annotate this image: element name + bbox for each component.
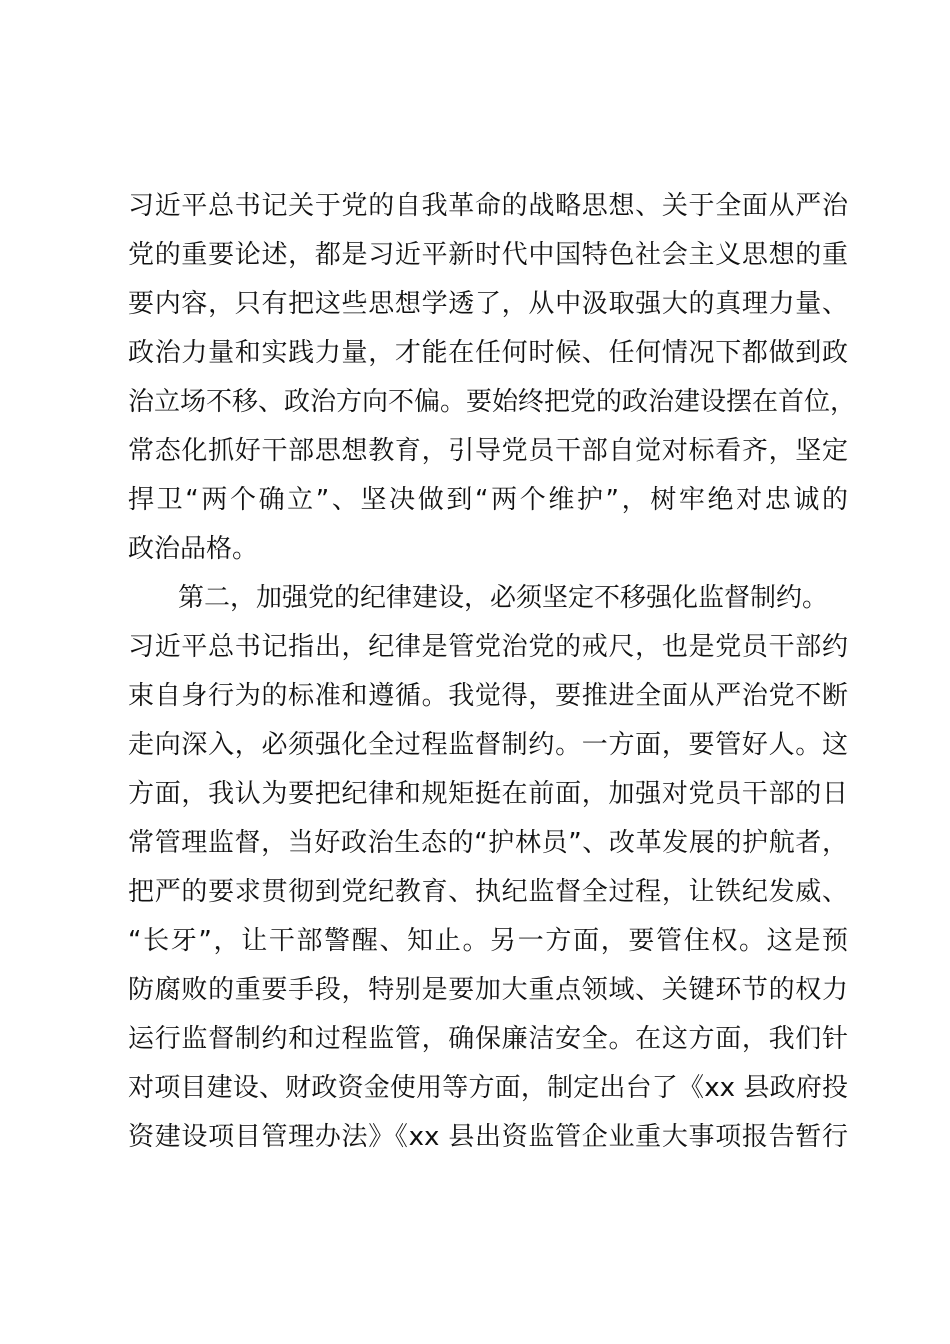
text-line: 习近平总书记关于党的自我革命的战略思想、关于全面从严治 — [128, 191, 848, 221]
text-line: 对项目建设、财政资金使用等方面，制定出台了《xx 县政府投 — [128, 1073, 848, 1103]
text-line: 束自身行为的标准和遵循。我觉得，要推进全面从严治党不断 — [128, 681, 848, 711]
text-line: 捍卫“两个确立”、坚决做到“两个维护”，树牢绝对忠诚的 — [128, 485, 848, 515]
text-line: 习近平总书记指出，纪律是管党治党的戒尺，也是党员干部约 — [128, 632, 848, 662]
paragraph-heading-line: 第二，加强党的纪律建设，必须坚定不移强化监督制约。 — [178, 583, 829, 613]
text-line: 常管理监督，当好政治生态的“护林员”、改革发展的护航者， — [128, 828, 848, 858]
text-line: 政治力量和实践力量，才能在任何时候、任何情况下都做到政 — [128, 338, 848, 368]
text-line: 运行监督制约和过程监管，确保廉洁安全。在这方面，我们针 — [128, 1024, 848, 1054]
text-line: 要内容，只有把这些思想学透了，从中汲取强大的真理力量、 — [128, 289, 848, 319]
text-line: 资建设项目管理办法》《xx 县出资监管企业重大事项报告暂行 — [128, 1122, 848, 1152]
text-line: 政治品格。 — [128, 534, 259, 564]
text-line: 走向深入，必须强化全过程监督制约。一方面，要管好人。这 — [128, 730, 848, 760]
text-line: 治立场不移、政治方向不偏。要始终把党的政治建设摆在首位， — [128, 387, 857, 417]
text-line: 把严的要求贯彻到党纪教育、执纪监督全过程，让铁纪发威、 — [128, 877, 848, 907]
document-body — [128, 182, 857, 1162]
text-line: 方面，我认为要把纪律和规矩挺在前面，加强对党员干部的日 — [128, 779, 848, 809]
text-line: 防腐败的重要手段，特别是要加大重点领域、关键环节的权力 — [128, 975, 848, 1005]
text-line: “长牙”，让干部警醒、知止。另一方面，要管住权。这是预 — [128, 926, 848, 956]
text-line: 党的重要论述，都是习近平新时代中国特色社会主义思想的重 — [128, 240, 848, 270]
text-line: 常态化抓好干部思想教育，引导党员干部自觉对标看齐，坚定 — [128, 436, 848, 466]
